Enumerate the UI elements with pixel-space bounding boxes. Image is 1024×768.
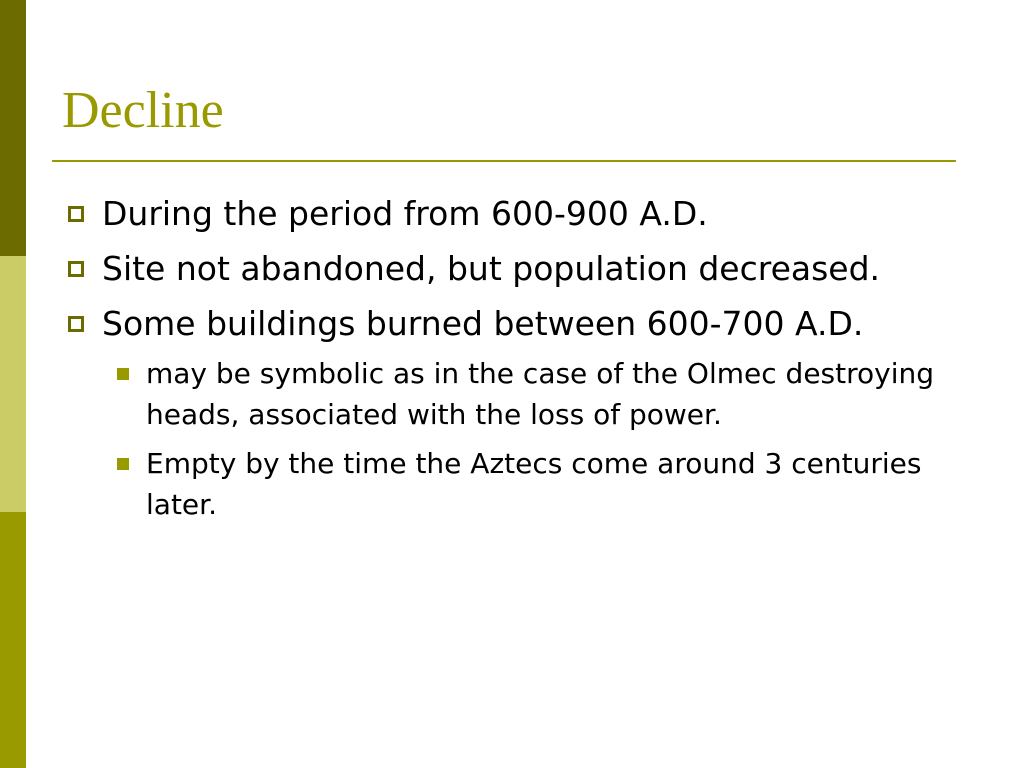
sidebar-band-top bbox=[0, 0, 26, 256]
sub-bullet-text: Empty by the time the Aztecs come around 3 centuries later. bbox=[146, 447, 922, 521]
bullet-item bbox=[60, 243, 940, 294]
slide-title: Decline bbox=[62, 82, 224, 139]
bullet-text: Some buildings burned between 600-700 A.D. bbox=[102, 304, 864, 343]
filled-square-bullet-icon bbox=[117, 458, 129, 470]
bullet-text: During the period from 600-900 A.D. bbox=[102, 194, 708, 233]
filled-square-bullet-icon bbox=[117, 368, 129, 380]
hollow-square-bullet-icon bbox=[68, 261, 84, 277]
title-divider bbox=[52, 160, 956, 162]
slide-body bbox=[60, 188, 940, 533]
sub-bullet-item bbox=[60, 353, 940, 435]
hollow-square-bullet-icon bbox=[68, 206, 84, 222]
hollow-square-bullet-icon bbox=[68, 316, 84, 332]
bullet-text: Site not abandoned, but population decreased. bbox=[102, 249, 881, 288]
sidebar-band-middle bbox=[0, 256, 26, 512]
bullet-item bbox=[60, 188, 940, 239]
bullet-item bbox=[60, 298, 940, 349]
sub-bullet-text: may be symbolic as in the case of the Olmec destroying heads, associated with the loss of power. bbox=[146, 357, 935, 431]
sidebar-band-bottom bbox=[0, 512, 26, 768]
sub-bullet-item bbox=[60, 443, 940, 525]
